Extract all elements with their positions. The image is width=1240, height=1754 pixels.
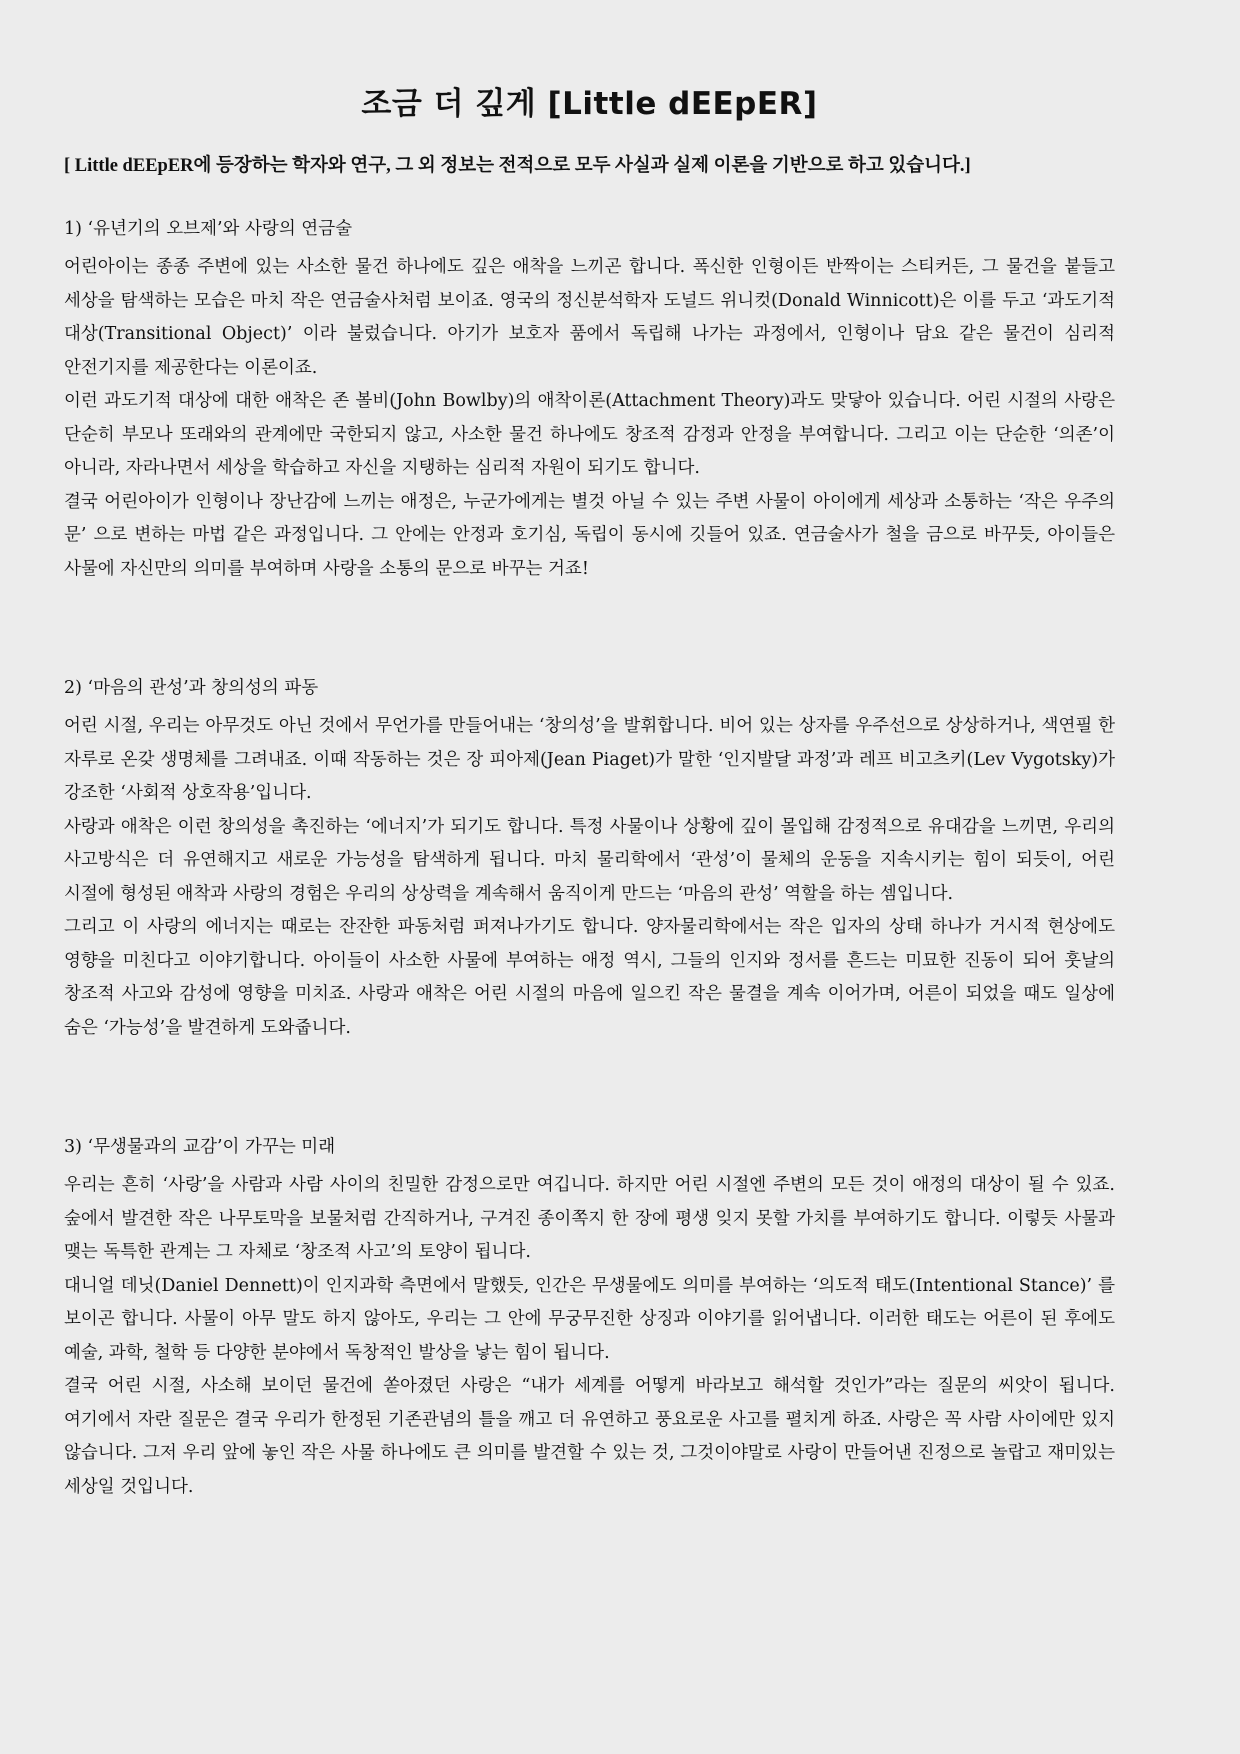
document-title: 조금 더 깊게 [Little dEEpER] [361, 86, 818, 122]
disclaimer-note: [ Little dEEpER에 등장하는 학자와 연구, 그 외 정보는 전적으로 모두 사실과 실제 이론을 기반으로 하고 있습니다.] [64, 156, 971, 176]
section-2 [64, 674, 1115, 1045]
section-heading: 2) ‘마음의 관성’과 창의성의 파동 [64, 678, 319, 698]
paragraph: 그리고 이 사랑의 에너지는 때로는 잔잔한 파동처럼 퍼져나가기도 합니다. 양자물리학에서는 작은 입자의 상태 하나가 거시적 현상에도 영향을 미친다고 이야기합니다. 아이들이 사소한 사물에 부여하는 애정 역시, 그들의 인지와 정서를 흔드는 미묘한 진동이 되어 훗날의 창조적 사고와 감성에 영향을 미치죠. 사랑과 애착은 어린 시절의 마음에 일으킨 작은 물결을 계속 이어가며, 어른이 되었을 때도 일상에 숨은 ‘가능성’을 발견하게 도와줍니다. [64, 917, 1115, 1038]
paragraph: 대니얼 데닛(Daniel Dennett)이 인지과학 측면에서 말했듯, 인간은 무생물에도 의미를 부여하는 ‘의도적 태도(Intentional Stance)’ 를 보이곤 합니다. 사물이 아무 말도 하지 않아도, 우리는 그 안에 무궁무진한 상징과 이야기를 읽어냅니다. 이러한 태도는 어른이 된 후에도 예술, 과학, 철학 등 다양한 분야에서 독창적인 발상을 낳는 힘이 됩니다. [64, 1275, 1115, 1363]
paragraph: 사랑과 애착은 이런 창의성을 촉진하는 ‘에너지’가 되기도 합니다. 특정 사물이나 상황에 깊이 몰입해 감정적으로 유대감을 느끼면, 우리의 사고방식은 더 유연해지고 새로운 가능성을 탐색하게 됩니다. 마치 물리학에서 ‘관성’이 물체의 운동을 지속시키는 힘이 되듯이, 어린 시절에 형성된 애착과 사랑의 경험은 우리의 상상력을 계속해서 움직이게 만드는 ‘마음의 관성’ 역할을 하는 셈입니다. [64, 816, 1115, 904]
paragraph: 어린 시절, 우리는 아무것도 아닌 것에서 무언가를 만들어내는 ‘창의성’을 발휘합니다. 비어 있는 상자를 우주선으로 상상하거나, 색연필 한 자루로 온갖 생명체를 그려내죠. 이때 작동하는 것은 장 피아제(Jean Piaget)가 말한 ‘인지발달 과정’과 레프 비고츠키(Lev Vygotsky)가 강조한 ‘사회적 상호작용’입니다. [64, 716, 1115, 803]
paragraph: 어린아이는 종종 주변에 있는 사소한 물건 하나에도 깊은 애착을 느끼곤 합니다. 폭신한 인형이든 반짝이는 스티커든, 그 물건을 붙들고 세상을 탐색하는 모습은 마치 작은 연금술사처럼 보이죠. 영국의 정신분석학자 도널드 위니컷(Donald Winnicott)은 이를 두고 ‘과도기적 대상(Transitional Object)’ 이라 불렀습니다. 아기가 보호자 품에서 독립해 나가는 과정에서, 인형이나 담요 같은 물건이 심리적 안전기지를 제공한다는 이론이죠. [64, 257, 1115, 378]
section-1 [64, 215, 1115, 586]
section-heading: 3) ‘무생물과의 교감’이 가꾸는 미래 [64, 1137, 336, 1157]
paragraph: 결국 어린 시절, 사소해 보이던 물건에 쏟아졌던 사랑은 “내가 세계를 어떻게 바라보고 해석할 것인가”라는 질문의 씨앗이 됩니다. 여기에서 자란 질문은 결국 우리가 한정된 기존관념의 틀을 깨고 더 유연하고 풍요로운 사고를 펼치게 하죠. 사랑은 꼭 사람 사이에만 있지 않습니다. 그저 우리 앞에 놓인 작은 사물 하나에도 큰 의미를 발견할 수 있는 것, 그것이야말로 사랑이 만들어낸 진정으로 놀랍고 재미있는 세상일 것입니다. [64, 1376, 1115, 1497]
paragraph: 우리는 흔히 ‘사랑’을 사람과 사람 사이의 친밀한 감정으로만 여깁니다. 하지만 어린 시절엔 주변의 모든 것이 애정의 대상이 될 수 있죠. 숲에서 발견한 작은 나무토막을 보물처럼 간직하거나, 구겨진 종이쪽지 한 장에 평생 잊지 못할 가치를 부여하기도 합니다. 이렇듯 사물과 맺는 독특한 관계는 그 자체로 ‘창조적 사고’의 토양이 됩니다. [64, 1175, 1115, 1262]
paragraph: 이런 과도기적 대상에 대한 애착은 존 볼비(John Bowlby)의 애착이론(Attachment Theory)과도 맞닿아 있습니다. 어린 시절의 사랑은 단순히 부모나 또래와의 관계에만 국한되지 않고, 사소한 물건 하나에도 창조적 감정과 안정을 부여합니다. 그리고 이는 단순한 ‘의존’이 아니라, 자라나면서 세상을 학습하고 자신을 지탱하는 심리적 자원이 되기도 합니다. [64, 391, 1115, 478]
section-heading: 1) ‘유년기의 오브제’와 사랑의 연금술 [64, 219, 353, 239]
section-3 [64, 1133, 1115, 1504]
paragraph: 결국 어린아이가 인형이나 장난감에 느끼는 애정은, 누군가에게는 별것 아닐 수 있는 주변 사물이 아이에게 세상과 소통하는 ‘작은 우주의 문’ 으로 변하는 마법 같은 과정입니다. 그 안에는 안정과 호기심, 독립이 동시에 깃들어 있죠. 연금술사가 철을 금으로 바꾸듯, 아이들은 사물에 자신만의 의미를 부여하며 사랑을 소통의 문으로 바꾸는 거죠! [64, 491, 1115, 579]
